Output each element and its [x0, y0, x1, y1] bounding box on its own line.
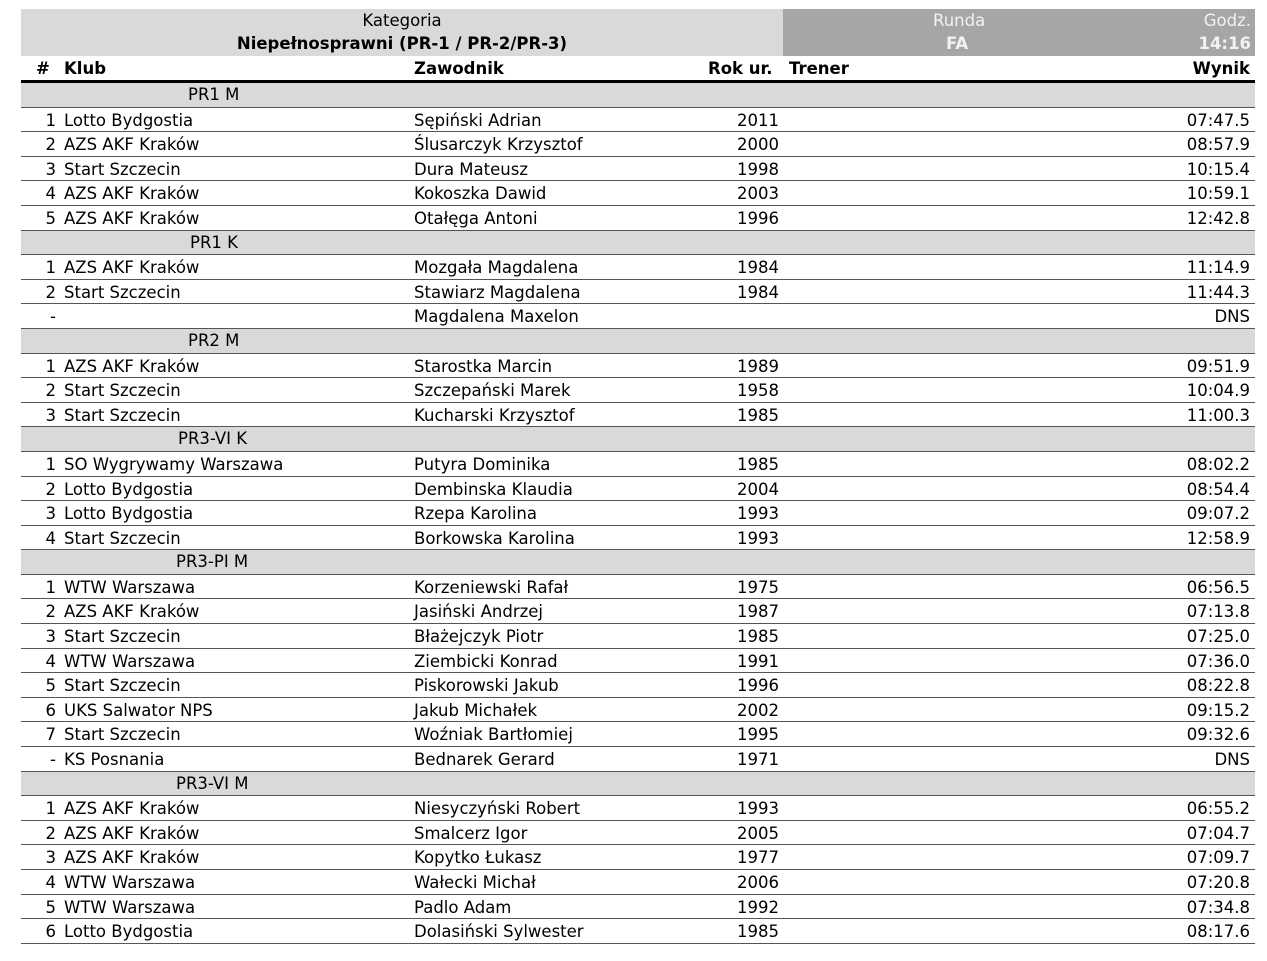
year-cell: 1977: [737, 848, 779, 868]
result-cell: 08:57.9: [1186, 135, 1250, 155]
athlete-cell: Kopytko Łukasz: [414, 848, 542, 868]
place-cell: 5: [45, 897, 56, 917]
table-row: [21, 304, 1255, 329]
table-row: [21, 157, 1255, 182]
result-cell: 06:55.2: [1186, 799, 1250, 819]
result-cell: 09:32.6: [1186, 725, 1250, 745]
col-year-header: Rok ur.: [708, 59, 773, 78]
table-row: [21, 181, 1255, 206]
result-cell: 08:02.2: [1186, 454, 1250, 474]
athlete-cell: Dura Mateusz: [414, 159, 528, 179]
athlete-cell: Piskorowski Jakub: [414, 676, 559, 696]
club-cell: AZS AKF Kraków: [64, 823, 200, 843]
athlete-cell: Kucharski Krzysztof: [414, 405, 575, 425]
club-cell: Lotto Bydgostia: [64, 110, 194, 130]
result-cell: 11:00.3: [1186, 405, 1250, 425]
year-cell: 1984: [737, 258, 779, 278]
year-cell: 1993: [737, 528, 779, 548]
club-cell: Lotto Bydgostia: [64, 922, 194, 942]
club-cell: WTW Warszawa: [64, 897, 196, 917]
results-header: [21, 9, 1255, 56]
result-cell: 08:17.6: [1186, 922, 1250, 942]
club-cell: AZS AKF Kraków: [64, 184, 200, 204]
results-sheet: [21, 9, 1255, 944]
place-cell: 1: [45, 110, 56, 130]
table-row: [21, 526, 1255, 551]
table-row: [21, 845, 1255, 870]
athlete-cell: Rzepa Karolina: [414, 504, 538, 524]
year-cell: 1971: [737, 750, 779, 770]
table-row: [21, 477, 1255, 502]
place-cell: 4: [45, 651, 56, 671]
year-cell: 1975: [737, 577, 779, 597]
col-num-header: #: [36, 59, 50, 78]
result-cell: 12:42.8: [1186, 208, 1250, 228]
group-header-row: [21, 772, 1255, 797]
place-cell: 6: [45, 922, 56, 942]
group-header-row: [21, 329, 1255, 354]
athlete-cell: Smalcerz Igor: [414, 823, 528, 843]
athlete-cell: Błażejczyk Piotr: [414, 627, 544, 647]
table-row: [21, 354, 1255, 379]
year-cell: 1993: [737, 504, 779, 524]
result-cell: 07:36.0: [1186, 651, 1250, 671]
athlete-cell: Magdalena Maxelon: [414, 307, 579, 327]
club-cell: Start Szczecin: [64, 528, 181, 548]
table-row: [21, 747, 1255, 772]
athlete-cell: Jakub Michałek: [414, 700, 538, 720]
year-cell: 1998: [737, 159, 779, 179]
year-cell: 1985: [737, 627, 779, 647]
result-cell: 10:59.1: [1186, 184, 1250, 204]
year-cell: 1989: [737, 356, 779, 376]
place-cell: 2: [45, 135, 56, 155]
place-cell: 1: [45, 577, 56, 597]
year-cell: 2002: [737, 700, 779, 720]
place-cell: -: [50, 750, 56, 770]
table-row: [21, 575, 1255, 600]
year-cell: 2003: [737, 184, 779, 204]
table-row: [21, 649, 1255, 674]
year-cell: 2000: [737, 135, 779, 155]
round-label: Runda: [933, 11, 986, 30]
place-cell: 4: [45, 184, 56, 204]
result-cell: 07:34.8: [1186, 897, 1250, 917]
result-cell: 09:15.2: [1186, 700, 1250, 720]
club-cell: WTW Warszawa: [64, 873, 196, 892]
group-name: PR1 K: [190, 232, 238, 252]
table-row: [21, 132, 1255, 157]
group-header-row: [21, 83, 1255, 108]
year-cell: 1984: [737, 282, 779, 302]
place-cell: 4: [45, 528, 56, 548]
athlete-cell: Ziembicki Konrad: [414, 651, 558, 671]
col-coach-header: Trener: [789, 59, 849, 78]
year-cell: 2005: [737, 823, 779, 843]
place-cell: 2: [45, 479, 56, 499]
result-cell: 07:09.7: [1186, 848, 1250, 868]
place-cell: 2: [45, 823, 56, 843]
club-cell: Lotto Bydgostia: [64, 479, 194, 499]
club-cell: Start Szczecin: [64, 627, 181, 647]
results-table-body: [21, 83, 1255, 944]
category-label: Kategoria: [362, 11, 442, 30]
year-cell: 1985: [737, 454, 779, 474]
place-cell: 5: [45, 676, 56, 696]
club-cell: SO Wygrywamy Warszawa: [64, 454, 284, 474]
athlete-cell: Ślusarczyk Krzysztof: [414, 135, 583, 155]
table-row: [21, 796, 1255, 821]
athlete-cell: Korzeniewski Rafał: [414, 577, 569, 597]
year-cell: 1996: [737, 208, 779, 228]
year-cell: 1993: [737, 799, 779, 819]
table-row: [21, 624, 1255, 649]
year-cell: 1992: [737, 897, 779, 917]
place-cell: 1: [45, 454, 56, 474]
result-cell: 08:54.4: [1186, 479, 1250, 499]
col-club-header: Klub: [64, 59, 106, 78]
group-name: PR3-PI M: [176, 552, 249, 572]
table-row: [21, 673, 1255, 698]
athlete-cell: Otałęga Antoni: [414, 208, 538, 228]
club-cell: UKS Salwator NPS: [64, 700, 213, 720]
table-row: [21, 452, 1255, 477]
table-row: [21, 698, 1255, 723]
place-cell: 3: [45, 848, 56, 868]
athlete-cell: Putyra Dominika: [414, 454, 551, 474]
place-cell: 5: [45, 208, 56, 228]
athlete-cell: Stawiarz Magdalena: [414, 282, 581, 302]
column-header-row: [21, 56, 1255, 83]
athlete-cell: Dembinska Klaudia: [414, 479, 573, 499]
athlete-cell: Sępiński Adrian: [414, 110, 542, 130]
category-value: Niepełnosprawni (PR-1 / PR-2/PR-3): [236, 34, 568, 53]
club-cell: Lotto Bydgostia: [64, 504, 194, 524]
place-cell: 3: [45, 159, 56, 179]
table-row: [21, 108, 1255, 133]
year-cell: 1996: [737, 676, 779, 696]
table-row: [21, 722, 1255, 747]
year-cell: 1991: [737, 651, 779, 671]
place-cell: 3: [45, 627, 56, 647]
result-cell: 08:22.8: [1186, 676, 1250, 696]
group-name: PR3-VI M: [176, 773, 249, 793]
place-cell: 3: [45, 504, 56, 524]
athlete-cell: Borkowska Karolina: [414, 528, 575, 548]
result-cell: 11:14.9: [1186, 258, 1250, 278]
club-cell: AZS AKF Kraków: [64, 356, 200, 376]
table-row: [21, 378, 1255, 403]
table-row: [21, 501, 1255, 526]
table-row: [21, 870, 1255, 895]
club-cell: AZS AKF Kraków: [64, 799, 200, 819]
athlete-cell: Wałecki Michał: [414, 873, 536, 892]
table-row: [21, 895, 1255, 920]
athlete-cell: Mozgała Magdalena: [414, 258, 579, 278]
result-cell: 07:13.8: [1186, 602, 1250, 622]
group-header-row: [21, 231, 1255, 256]
col-athlete-header: Zawodnik: [414, 59, 504, 78]
round-time-panel: [783, 9, 1255, 56]
club-cell: KS Posnania: [64, 750, 165, 770]
athlete-cell: Woźniak Bartłomiej: [414, 725, 573, 745]
result-cell: 07:20.8: [1186, 873, 1250, 892]
table-row: [21, 919, 1255, 944]
place-cell: -: [50, 307, 56, 327]
group-name: PR2 M: [188, 330, 240, 350]
result-cell: 06:56.5: [1186, 577, 1250, 597]
place-cell: 3: [45, 405, 56, 425]
table-row: [21, 599, 1255, 624]
round-value: FA: [946, 34, 969, 53]
col-result-header: Wynik: [1192, 59, 1250, 78]
place-cell: 1: [45, 799, 56, 819]
club-cell: AZS AKF Kraków: [64, 602, 200, 622]
athlete-cell: Padlo Adam: [414, 897, 512, 917]
club-cell: Start Szczecin: [64, 725, 181, 745]
result-cell: 10:04.9: [1186, 381, 1250, 401]
club-cell: WTW Warszawa: [64, 651, 196, 671]
result-cell: 09:51.9: [1186, 356, 1250, 376]
time-label: Godz.: [1203, 11, 1251, 30]
result-cell: 07:25.0: [1186, 627, 1250, 647]
year-cell: 2004: [737, 479, 779, 499]
club-cell: Start Szczecin: [64, 159, 181, 179]
year-cell: 1985: [737, 405, 779, 425]
year-cell: 1987: [737, 602, 779, 622]
club-cell: Start Szczecin: [64, 381, 181, 401]
club-cell: AZS AKF Kraków: [64, 848, 200, 868]
club-cell: Start Szczecin: [64, 405, 181, 425]
athlete-cell: Niesyczyński Robert: [414, 799, 581, 819]
athlete-cell: Kokoszka Dawid: [414, 184, 547, 204]
group-name: PR3-VI K: [178, 429, 248, 449]
group-header-row: [21, 427, 1255, 452]
club-cell: Start Szczecin: [64, 282, 181, 302]
group-name: PR1 M: [188, 85, 240, 104]
result-cell: 07:04.7: [1186, 823, 1250, 843]
club-cell: AZS AKF Kraków: [64, 208, 200, 228]
place-cell: 7: [45, 725, 56, 745]
place-cell: 2: [45, 282, 56, 302]
table-row: [21, 821, 1255, 846]
club-cell: AZS AKF Kraków: [64, 258, 200, 278]
athlete-cell: Dolasiński Sylwester: [414, 922, 584, 942]
time-value: 14:16: [1198, 34, 1251, 53]
place-cell: 1: [45, 356, 56, 376]
result-cell: 10:15.4: [1186, 159, 1250, 179]
place-cell: 1: [45, 258, 56, 278]
club-cell: Start Szczecin: [64, 676, 181, 696]
club-cell: WTW Warszawa: [64, 577, 196, 597]
athlete-cell: Bednarek Gerard: [414, 750, 555, 770]
place-cell: 6: [45, 700, 56, 720]
place-cell: 2: [45, 602, 56, 622]
year-cell: 2011: [737, 110, 779, 130]
table-row: [21, 206, 1255, 231]
result-cell: DNS: [1214, 307, 1250, 327]
result-cell: 07:47.5: [1186, 110, 1250, 130]
year-cell: 1995: [737, 725, 779, 745]
table-row: [21, 403, 1255, 428]
athlete-cell: Szczepański Marek: [414, 381, 571, 401]
table-row: [21, 280, 1255, 305]
club-cell: AZS AKF Kraków: [64, 135, 200, 155]
result-cell: 11:44.3: [1186, 282, 1250, 302]
result-cell: DNS: [1214, 750, 1250, 770]
year-cell: 1958: [737, 381, 779, 401]
year-cell: 1985: [737, 922, 779, 942]
result-cell: 09:07.2: [1186, 504, 1250, 524]
result-cell: 12:58.9: [1186, 528, 1250, 548]
athlete-cell: Jasiński Andrzej: [414, 602, 543, 622]
year-cell: 2006: [737, 873, 779, 892]
table-row: [21, 255, 1255, 280]
group-header-row: [21, 550, 1255, 575]
place-cell: 4: [45, 873, 56, 892]
athlete-cell: Starostka Marcin: [414, 356, 553, 376]
place-cell: 2: [45, 381, 56, 401]
